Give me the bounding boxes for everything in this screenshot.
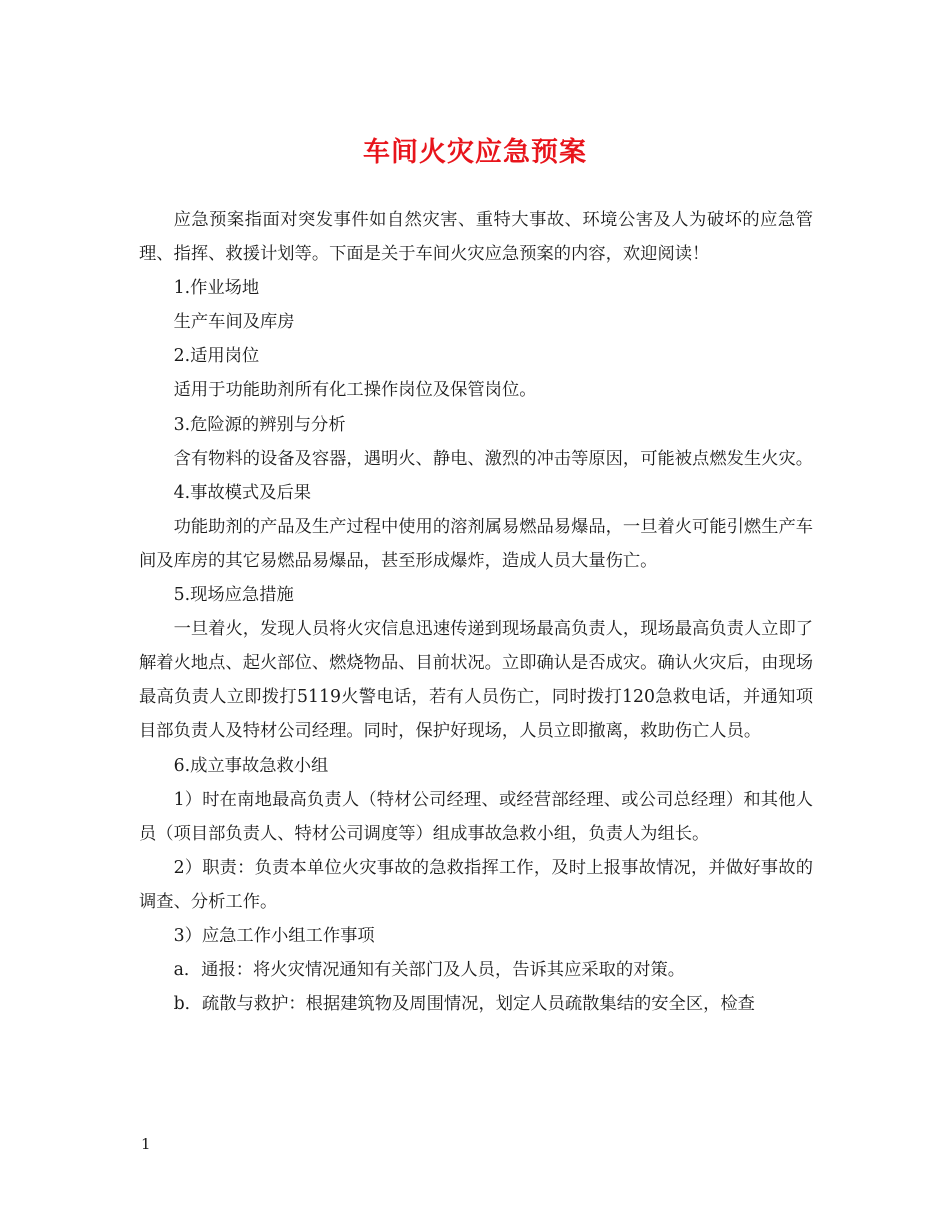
section-5-text: 一旦着火，发现人员将火灾信息迅速传递到现场最高负责人，现场最高负责人立即了解着火地点、起火部位、燃烧物品、目前状况。立即确认是否成灾。确认火灾后，由现场最高负责人立即拨打5119火警电话，若有人员伤亡，同时拨打120急救电话，并通知项目部负责人及特材公司经理。同时，保护好现场，人员立即撤离，救助伤亡人员。 [139,619,814,742]
list-item: b．疏散与救护：根据建筑物及周围情况，划定人员疏散集结的安全区，检查 [173,994,755,1015]
intro-paragraph: 应急预案指面对突发事件如自然灾害、重特大事故、环境公害及人为破坏的应急管理、指挥、救援计划等。下面是关于车间火灾应急预案的内容，欢迎阅读！ [139,210,813,265]
document-body [139,203,813,1021]
list-item: 3）应急工作小组工作事项 [173,925,375,946]
section-4-heading: 4.事故模式及后果 [173,482,312,503]
document-title: 车间火灾应急预案 [363,137,587,168]
list-item: 2）职责：负责本单位火灾事故的急救指挥工作，及时上报事故情况，并做好事故的调查、分析工作。 [139,857,813,912]
page-number: 1 [141,1135,151,1153]
section-1-heading: 1.作业场地 [173,278,260,299]
section-2-heading: 2.适用岗位 [173,346,260,367]
list-item: a．通报：将火灾情况通知有关部门及人员，告诉其应采取的对策。 [173,960,686,981]
section-5-heading: 5.现场应急措施 [173,585,294,606]
section-4-text: 功能助剂的产品及生产过程中使用的溶剂属易燃品易爆品，一旦着火可能引燃生产车间及库房的其它易燃品易爆品，甚至形成爆炸，造成人员大量伤亡。 [139,516,814,571]
section-6-text: 1）时在南地最高负责人（特材公司经理、或经营部经理、或公司总经理）和其他人员（项目部负责人、特材公司调度等）组成事故急救小组，负责人为组长。 [139,789,813,844]
section-3-text: 含有物料的设备及容器，遇明火、静电、激烈的冲击等原因，可能被点燃发生火灾。 [173,448,814,469]
section-1-text: 生产车间及库房 [173,312,295,333]
section-3-heading: 3.危险源的辨别与分析 [173,414,346,435]
section-6-heading: 6.成立事故急救小组 [173,755,329,776]
section-2-text: 适用于功能助剂所有化工操作岗位及保管岗位。 [173,380,537,401]
